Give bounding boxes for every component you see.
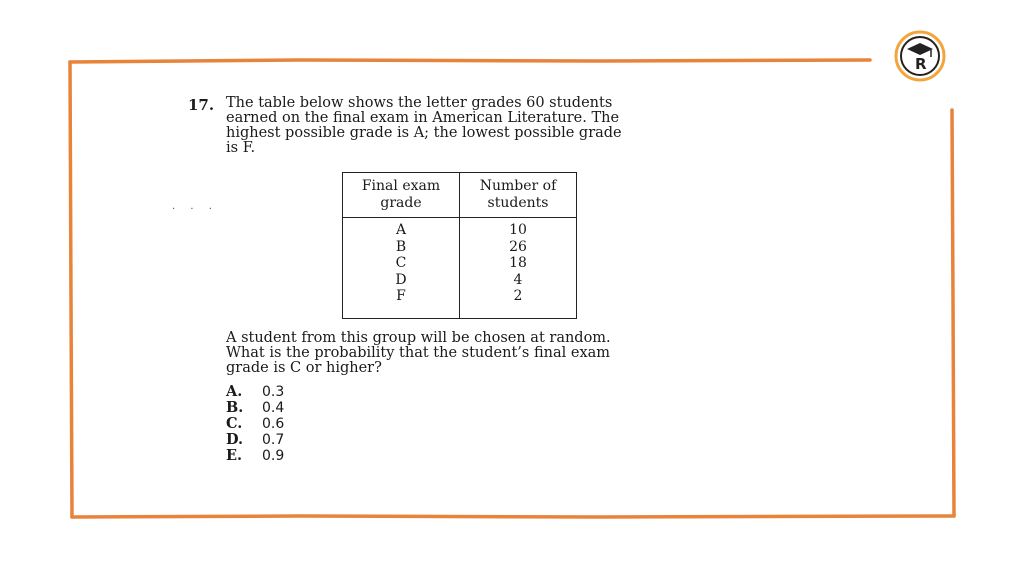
counts-column [460, 218, 577, 319]
logo-letter: R [915, 55, 927, 73]
grades-column [343, 218, 460, 319]
count-cell: 10 [509, 222, 527, 238]
grade-cell: F [396, 288, 406, 304]
count-cell: 2 [513, 288, 523, 304]
count-cell: 18 [509, 255, 527, 271]
graduation-cap-logo-icon [893, 29, 947, 83]
choice-e[interactable]: E. 0.9 [226, 447, 285, 464]
grade-cell: D [395, 271, 407, 288]
question-text: The table below shows the letter grades 60 students earned on the final exam in American Literature. The highest possible grade is A; the lowest possible grade is F. [226, 95, 622, 156]
stray-dots: · · · [172, 204, 218, 215]
choice-d[interactable]: D. 0.7 [226, 431, 285, 448]
table-header-count: Number of students [460, 173, 577, 218]
answer-choices [226, 384, 284, 464]
count-cell: 4 [513, 271, 523, 288]
grade-cell: B [395, 238, 407, 255]
question-number: 17. [188, 96, 215, 114]
choice-b[interactable]: B. 0.4 [226, 399, 285, 416]
grade-cell: A [395, 222, 407, 238]
grade-table [342, 172, 577, 319]
count-cell: 26 [509, 238, 527, 255]
choice-c[interactable]: C. 0.6 [226, 415, 285, 432]
choice-a[interactable]: A. 0.3 [226, 383, 285, 400]
grade-cell: C [395, 255, 407, 271]
table-header-grade: Final exam grade [343, 173, 460, 218]
question-prompt: A student from this group will be chosen at random. What is the probability that the student’s final exam grade is C or higher? [226, 330, 611, 376]
